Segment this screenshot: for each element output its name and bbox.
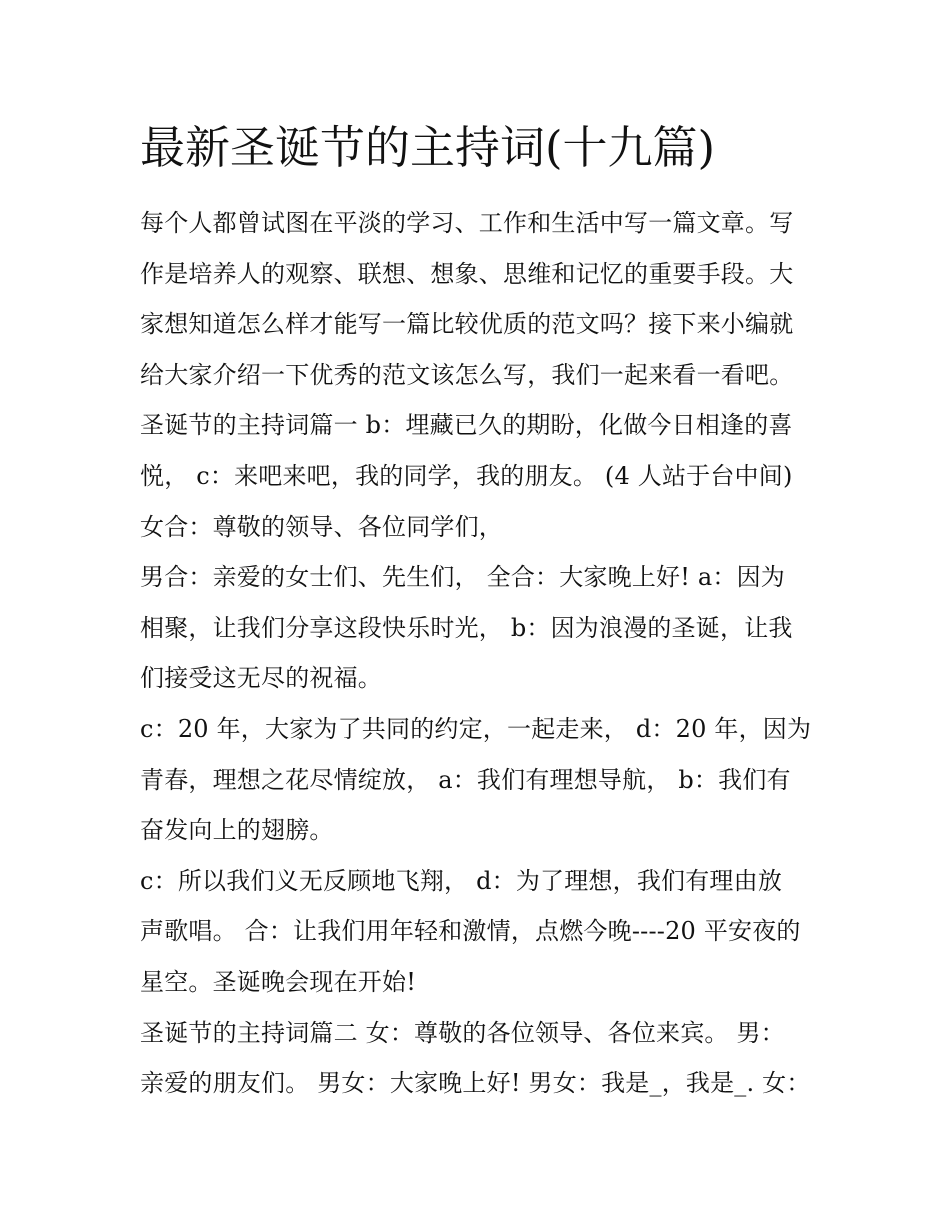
text-line: c：所以我们义无反顾地飞翔， d：为了理想，我们有理由放: [140, 866, 783, 895]
document-body: [140, 198, 830, 1109]
text-line: c：20 年，大家为了共同的约定，一起走来， d：20 年，因为: [140, 714, 812, 743]
text-line: 给大家介绍一下优秀的范文该怎么写，我们一起来看一看吧。: [140, 360, 794, 389]
text-line: 男合：亲爱的女士们、先生们， 全合：大家晚上好! a：因为: [140, 563, 786, 592]
text-line: 圣诞节的主持词篇一 b：埋藏已久的期盼，化做今日相逢的喜: [140, 411, 793, 440]
text-line: 声歌唱。 合：让我们用年轻和激情，点燃今晚----20 平安夜的: [140, 917, 801, 946]
document-title: 最新圣诞节的主持词(十九篇): [140, 121, 716, 174]
text-line: 女合：尊敬的领导、各位同学们，: [140, 512, 503, 541]
text-line: 家想知道怎么样才能写一篇比较优质的范文吗？接下来小编就: [140, 310, 794, 339]
text-line: 们接受这无尽的祝福。: [140, 664, 382, 693]
text-line: 星空。圣诞晚会现在开始!: [140, 967, 417, 996]
text-line: 悦， c：来吧来吧，我的同学，我的朋友。 (4 人站于台中间): [140, 461, 793, 490]
text-line: 作是培养人的观察、联想、想象、思维和记忆的重要手段。大: [140, 259, 794, 288]
text-line: 奋发向上的翅膀。: [140, 816, 334, 845]
text-line: 相聚，让我们分享这段快乐时光， b：因为浪漫的圣诞，让我: [140, 613, 793, 642]
text-line: 青春，理想之花尽情绽放， a：我们有理想导航， b：我们有: [140, 765, 791, 794]
text-line: 圣诞节的主持词篇二 女：尊敬的各位领导、各位来宾。 男：: [140, 1018, 785, 1047]
text-line: 每个人都曾试图在平淡的学习、工作和生活中写一篇文章。写: [140, 209, 794, 237]
text-line: 亲爱的朋友们。 男女：大家晚上好! 男女：我是_，我是_. 女：: [140, 1069, 811, 1098]
